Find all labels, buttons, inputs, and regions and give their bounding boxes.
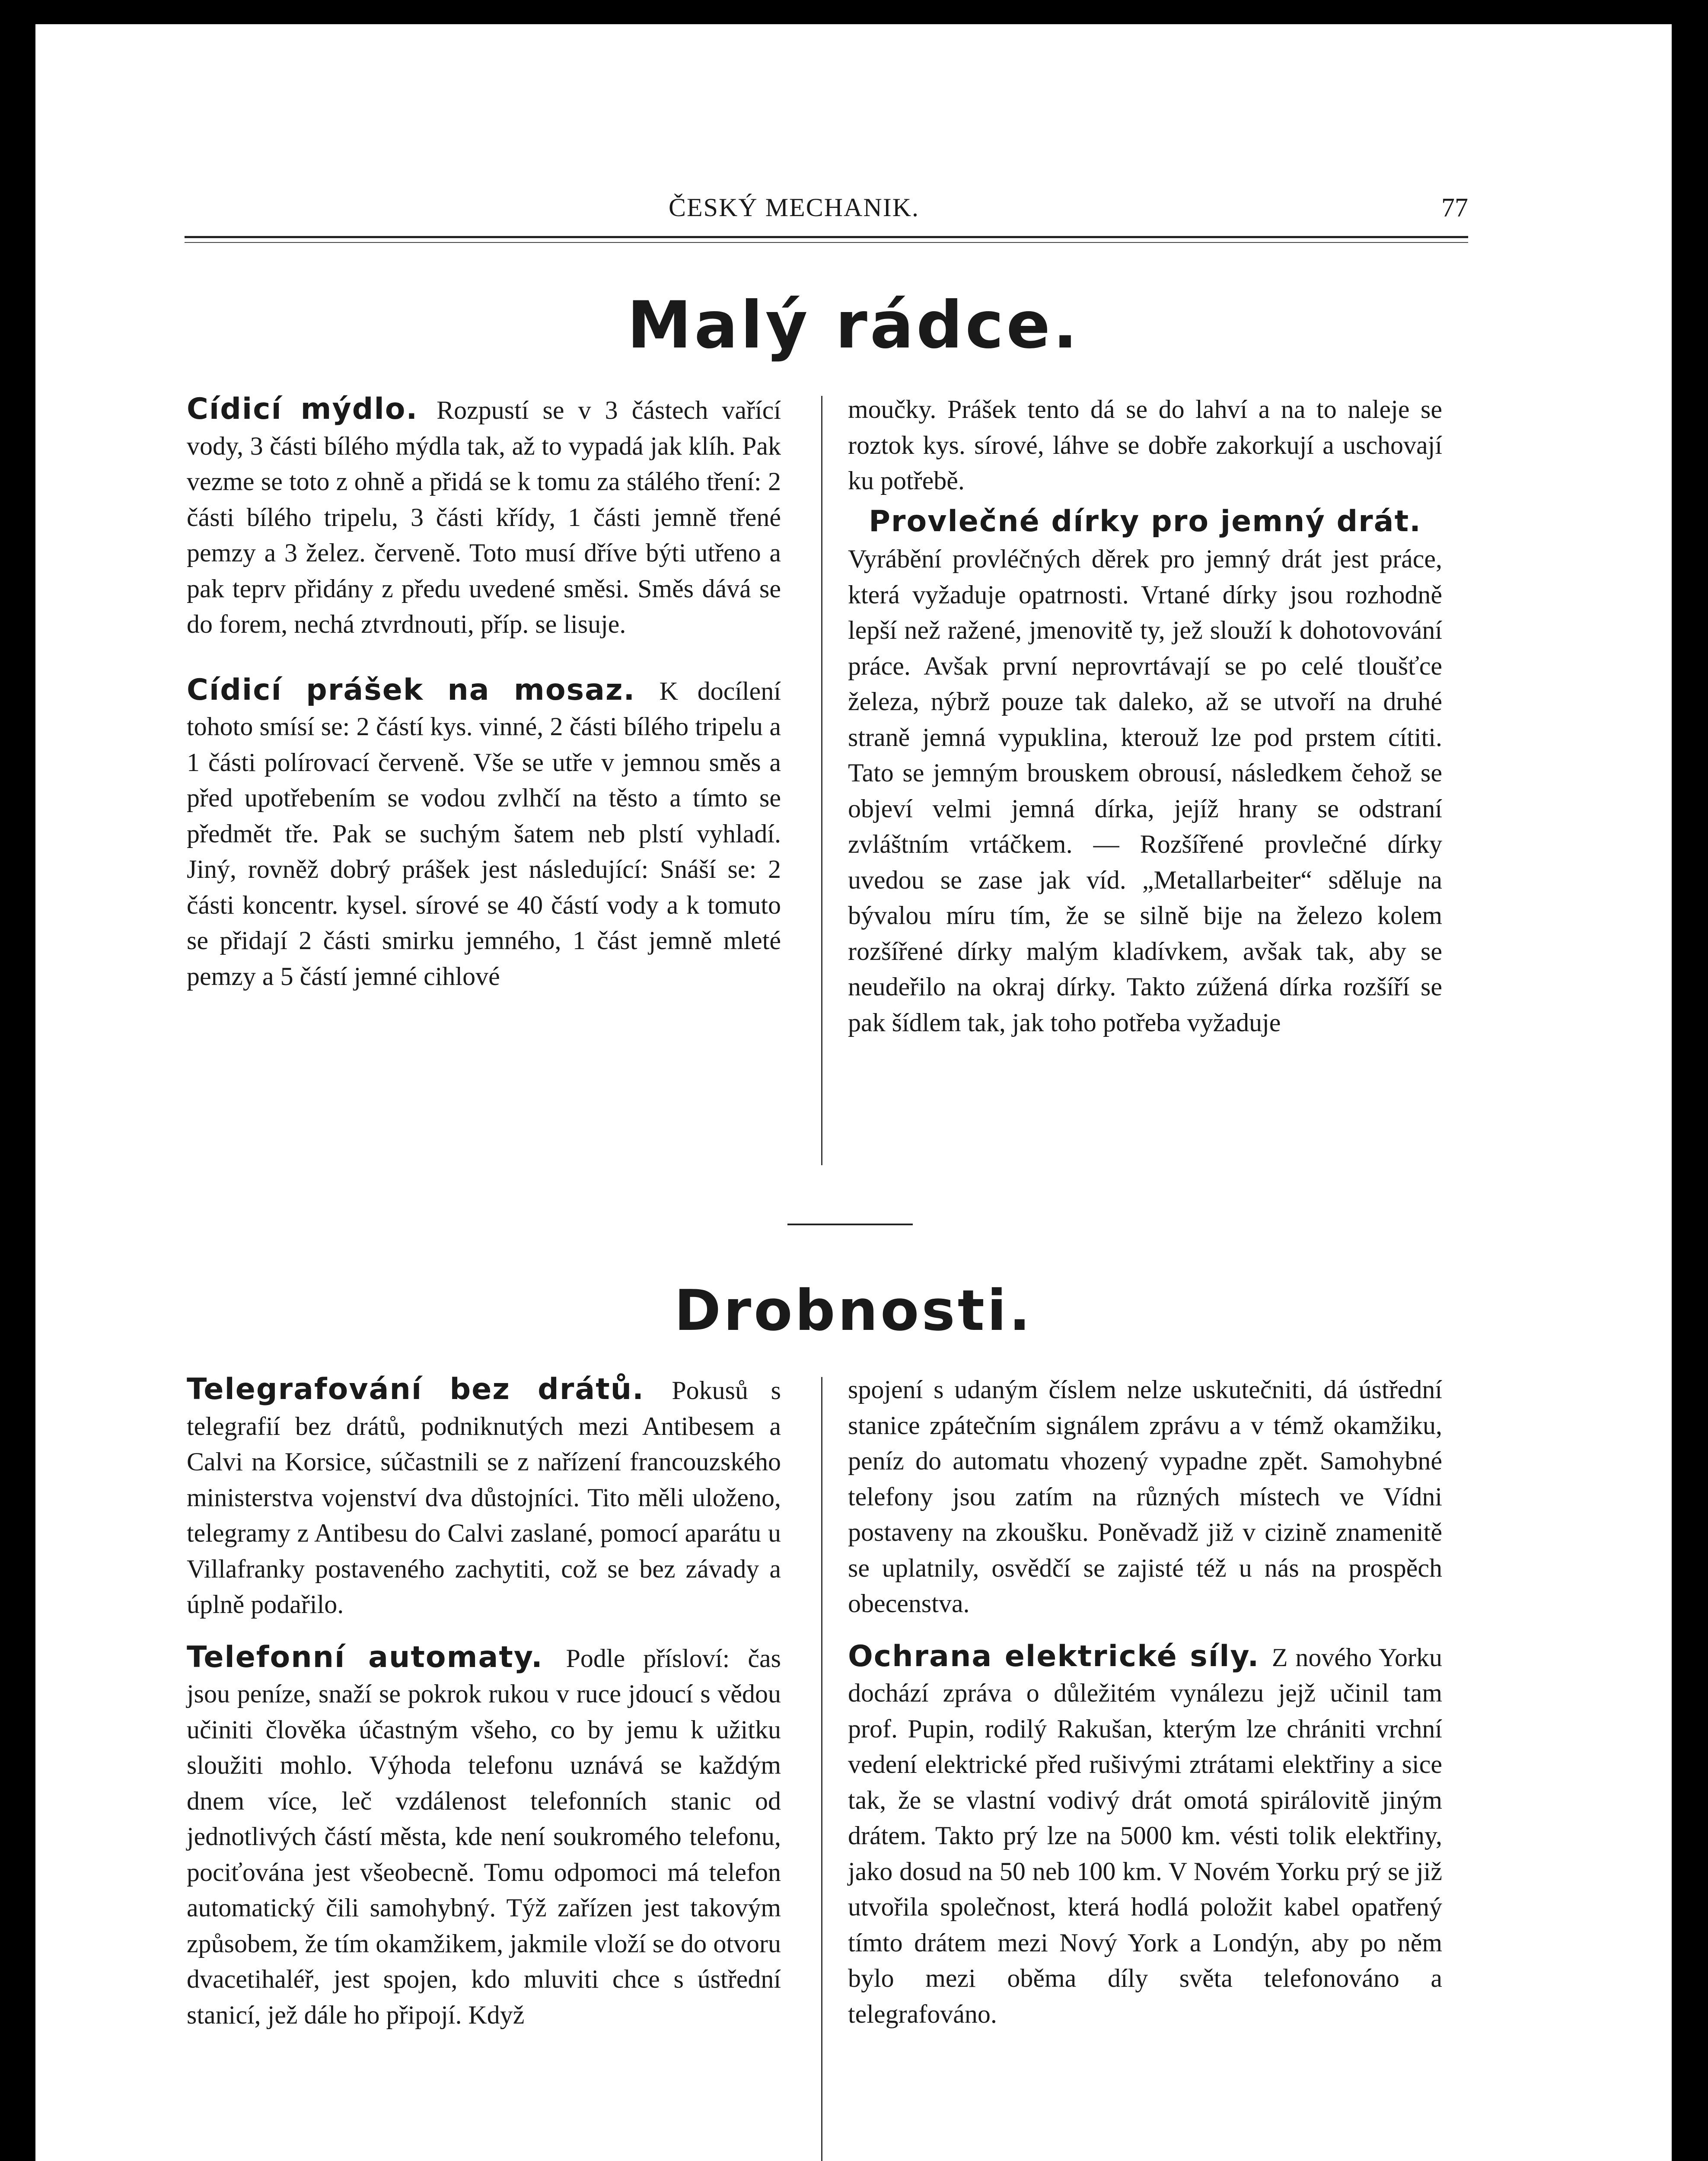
article-text: Z nového Yorku dochází zpráva o důležitém vynálezu jejž učinil tam prof. Pupin, rodilý Rakušan, kterým lze chrániti vrchní vedení elektrické před rušivými ztrátami elektřiny a sice tak, že se vlastní vodivý drát omotá spirálovitě jiným drátem. Takto prý lze na 5000 km. vésti tolik elektřiny, jako dosud na 50 neb 100 km. V Novém Yorku prý se již utvořila společnost, která hodlá položit kabel opatřený tímto drátem mezi Nový York a Londýn, aby po něm bylo mezi oběma díly světa telefonováno a telegrafováno. [848, 1643, 1443, 2028]
section-title-drobnosti: Drobnosti. [674, 1278, 1033, 1343]
column-divider [821, 396, 822, 1165]
article-cidici-mydlo [187, 392, 781, 642]
running-title: ČESKÝ MECHANIK. [669, 193, 920, 222]
column-3 [187, 1372, 781, 2033]
column-2 [848, 392, 1442, 1040]
article-telefonni-automaty [187, 1640, 781, 2033]
column-divider [821, 1377, 822, 2161]
column-4 [848, 1372, 1442, 2032]
document-page [35, 24, 1672, 2161]
article-text: Pokusů s telegrafií bez drátů, podniknutých mezi Antibesem a Calvi na Korsice, súčastnili se z nařízení francouzského ministerstva vojenství dva důstojníci. Tito měli uloženo, telegramy z Antibesu do Calvi zaslané, pomocí aparátu u Villafranky postaveného zachytiti, což se bez závady a úplně podařilo. [187, 1376, 781, 1619]
article-text: Rozpustí se v 3 částech vařící vody, 3 části bílého mýdla tak, až to vypadá jak klíh. Pak vezme se toto z ohně a přidá se k tomu za stálého tření: 2 části bílého tripelu, 3 části křídy, 1 části jemně třené pemzy a 3 želez. červeně. Toto musí dříve býti utřeno a pak teprv přidány z předu uvedené směsi. Směs dává se do forem, nechá ztvrdnouti, příp. se lisuje. [187, 396, 781, 638]
article-heading: Cídicí prášek na mosaz. [187, 673, 660, 707]
article-heading: Ochrana elektrické síly. [848, 1639, 1272, 1673]
article-heading: Telegrafování bez drátů. [187, 1372, 672, 1406]
article-continuation: moučky. Prášek tento dá se do lahví a na to naleje se roztok kys. sírové, láhve se dobře zakorkují a uschovají ku potřebě. [848, 395, 1442, 495]
article-cidici-prasek [187, 673, 781, 994]
section-title-maly-radce: Malý rádce. [627, 288, 1080, 363]
header-rule-thin [185, 242, 1468, 243]
article-heading: Telefonní automaty. [187, 1640, 566, 1674]
running-header [185, 193, 1468, 236]
article-heading-provlecne-dirky: Provlečné dírky pro jemný drát. [869, 504, 1421, 539]
article-text: K docílení tohoto smísí se: 2 částí kys. vinné, 2 části bílého tripelu a 1 části polírovací červeně. Vše se utře v jemnou směs a před upotřebením se vodou zvlhčí na těsto a tímto se předmět tře. Pak se suchým šatem neb plstí vyhladí. Jiný, rovněž dobrý prášek jest následující: Snáší se: 2 části koncentr. kysel. sírové se 40 částí vody a k tomuto se přidají 2 části smirku jemného, 1 část jemně mleté pemzy a 5 částí jemné cihlové [187, 676, 781, 991]
article-text: Vyrábění provléčných děrek pro jemný drát jest práce, která vyžaduje opatrnosti. Vrtané dírky jsou rozhodně lepší než ražené, jmenovitě ty, jež slouží k dohotovování práce. Avšak první neprovrtávají se po celé tloušťce železa, nýbrž pouze tak daleko, až se utvoří na druhé straně jemná vypuklina, kterouž lze pod prstem cítiti. Tato se jemným brouskem obrousí, následkem čehož se objeví velmi jemná dírka, jejíž hrany se odstraní zvláštním vrtáčkem. — Rozšířené provlečné dírky uvedou se zase jak víd. „Metallarbeiter“ sděluje na bývalou míru tím, že se silně bije na železo kolem rozšířené dírky malým kladívkem, avšak tak, aby se neudeřilo na okraj dírky. Takto zúžená dírka rozšíří se pak šídlem tak, jak toho potřeba vyžaduje [848, 545, 1442, 1037]
article-ochrana-elektricke-sily [848, 1639, 1442, 2032]
article-telegrafovani [187, 1372, 781, 1622]
page-number: 77 [1441, 193, 1468, 223]
header-rule [185, 236, 1468, 238]
article-heading: Cídicí mýdlo. [187, 392, 437, 426]
article-text: Podle přísloví: čas jsou peníze, snaží se pokrok rukou v ruce jdoucí s vědou učiniti člověka účastným všeho, co by jemu k užitku sloužiti mohlo. Výhoda telefonu uznává se každým dnem více, leč vzdálenost telefonních stanic od jednotlivých částí města, kde není soukromého telefonu, pociťována jest všeobecně. Tomu odpomoci má telefon automatický čili samohybný. Týž zařízen jest takovým způsobem, že tím okamžikem, jakmile vloží se do otvoru dvacetihaléř, jest spojen, kdo mluviti chce s ústřední stanicí, jež dále ho připojí. Když [187, 1644, 781, 2029]
column-1 [187, 392, 781, 994]
section-divider [787, 1224, 913, 1225]
article-continuation: spojení s udaným číslem nelze uskutečniti, dá ústřední stanice zpátečním signálem zprávu a v témž okamžiku, peníz do automatu vhozený vypadne zpět. Samohybné telefony jsou zatím na různých místech ve Vídni postaveny na zkoušku. Poněvadž již v cizině znamenitě se uplatnily, osvědčí se zajisté též u nás na prospěch obecenstva. [848, 1375, 1442, 1618]
